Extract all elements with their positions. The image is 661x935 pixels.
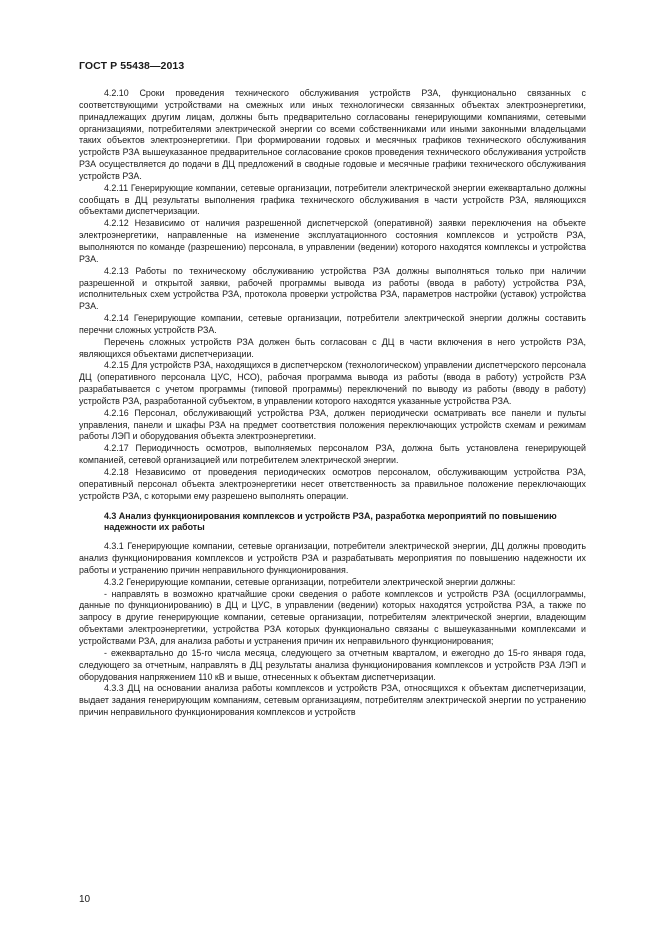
page-content: [79, 88, 586, 719]
section-heading-4-3: 4.3 Анализ функционирования комплексов и устройств РЗА, разработка мероприятий по повышению надежности их работы: [104, 510, 557, 533]
paragraph-4-2-11: 4.2.11 Генерирующие компании, сетевые организации, потребители электрической энергии ежеквартально должны сообщать в ДЦ результаты выполнения графика технического обслуживания в части устройств РЗА, являющихся объектами диспетчеризации.: [79, 182, 586, 217]
paragraph-4-3-2: 4.3.2 Генерирующие компании, сетевые организации, потребители электрической энергии должны:: [104, 576, 516, 587]
paragraph-4-3-1: 4.3.1 Генерирующие компании, сетевые организации, потребители электрической энергии, ДЦ должны проводить анализ функционирования комплексов и устройств РЗА и разрабатывать мероприятия по повышению надежности их работы и устранению причин неправильного функционирования.: [79, 541, 586, 575]
paragraph-4-2-14: 4.2.14 Генерирующие компании, сетевые организации, потребители электрической энергии должны составить перечни сложных устройств РЗА.: [79, 313, 586, 335]
list-item-quarterly-report: - ежеквартально до 15-го числа месяца, следующего за отчетным кварталом, и ежегодно до 15-го января года, следующего за отчетным, направлять в ДЦ результаты анализа функционирования комплексов и устройств РЗА ЛЭП и оборудования напряжением 110 кВ и выше, отнесенных к объектам диспетчеризации.: [79, 647, 586, 682]
paragraph-4-2-10: 4.2.10 Сроки проведения технического обслуживания устройств РЗА, функционально связанных с соответствующими устройствами на смежных или иных технологически связанных объектах электроэнергетики, принадлежащих другим лицам, должны быть предварительно согласованы генерирующими компаниями, сетевыми организациями, потребителями электрической энергии со всеми собственниками или иными законными владельцами таких объектов электроэнергетики. При формировании годовых и месячных графиков технического обслуживания устройств РЗА вышеуказанное предварительное согласование сроков проведения технического обслуживания устройств РЗА осуществляется до подачи в ДЦ предложений в сводные годовые и месячные графики технического обслуживания устройств РЗА.: [79, 88, 586, 181]
paragraph-4-2-17: 4.2.17 Периодичность осмотров, выполняемых персоналом РЗА, должна быть установлена генерирующей компанией, сетевой организацией или потребителем электрической энергии.: [79, 443, 586, 466]
paragraph-4-2-16: 4.2.16 Персонал, обслуживающий устройства РЗА, должен периодически осматривать все панели и пульты управления, панели и шкафы РЗА на предмет соответствия положения переключающих устройств схемам и режимам работы ЛЭП и оборудования объекта электроэнергетики.: [79, 407, 586, 442]
paragraph-4-2-13: 4.2.13 Работы по техническому обслуживанию устройства РЗА должны выполняться только при наличии разрешенной и открытой заявки, рабочей программы вывода из работы (ввода в работу) устройства РЗА, исполнительных схем устройства РЗА, протокола проверки устройства РЗА, параметров настройки (уставок) устройства РЗА.: [79, 265, 586, 312]
paragraph-4-2-14-list: Перечень сложных устройств РЗА должен быть согласован с ДЦ в части включения в него устройств РЗА, являющихся объектами диспетчеризации.: [79, 336, 586, 359]
paragraph-4-2-18: 4.2.18 Независимо от проведения периодических осмотров персоналом, обслуживающим устройства РЗА, оперативный персонал объекта электроэнергетики несет ответственность за правильное положение переключающих устройств РЗА, с которыми ему разрешено выполнять операции.: [79, 467, 586, 501]
page-number: 10: [79, 894, 91, 905]
paragraph-4-3-3: 4.3.3 ДЦ на основании анализа работы комплексов и устройств РЗА, относящихся к объектам диспетчеризации, выдает задания генерирующим компаниям, сетевым организациям, потребителям электрической энергии по устранению причин неправильного функционирования комплексов и устройств: [79, 683, 586, 718]
standard-header: ГОСТ Р 55438—2013: [79, 60, 185, 72]
list-item-send-data: - направлять в возможно кратчайшие сроки сведения о работе комплексов и устройств РЗА (осциллограммы, данные по функционированию) в ДЦ и ЦУС, в управлении (ведении) которых находятся устройства РЗА, а также по запросу в другие генерирующие компании, сетевые организации, потребителям электрической энергии, владеющим объектами электроэнергетики, устройства РЗА которых функционально связаны с вышеуказанными комплексами и устройствами РЗА, для анализа работы и устранения причин их неправильного функционирования;: [79, 588, 586, 646]
paragraph-4-2-15: 4.2.15 Для устройств РЗА, находящихся в диспетчерском (технологическом) управлении диспетчерского персонала ДЦ (оперативного персонала ЦУС, НСО), рабочая программа вывода из работы (ввода в работу) устройств РЗА разрабатывается с учетом программы (типовой программы) переключений по выводу из работы (вводу в работу) устройств РЗА, разработанной субъектом, в управлении которого находятся указанные устройства РЗА.: [79, 360, 586, 406]
paragraph-4-2-12: 4.2.12 Независимо от наличия разрешенной диспетчерской (оперативной) заявки переключения на объекте электроэнергетики, направленные на изменение эксплуатационного состояния комплексов и устройств РЗА, выполняются по команде (разрешению) персонала, в управлении (ведении) которого находятся комплексы и устройства РЗА.: [79, 218, 586, 264]
